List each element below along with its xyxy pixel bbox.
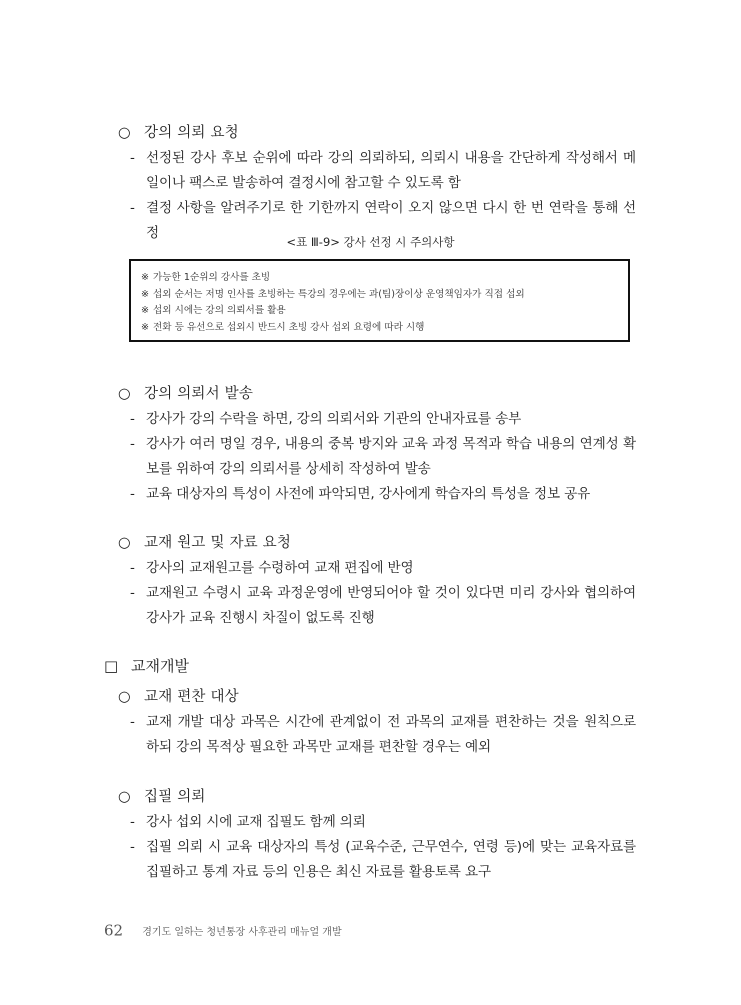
dash-bullet: - xyxy=(130,839,135,855)
page-footer xyxy=(104,920,342,942)
item-text: 교육 대상자의 특성이 사전에 파악되면, 강사에게 학습자의 특성을 정보 공유 xyxy=(146,486,591,502)
page-number: 62 xyxy=(104,921,124,940)
note-text: 섭외 시에는 강의 의뢰서를 활용 xyxy=(153,305,286,316)
section-title: 강의 의뢰 요청 xyxy=(144,125,239,141)
item-text: 결정 사항을 알려주기로 한 기한까지 연락이 오지 않으면 다시 한 번 연락을 통해 선정 xyxy=(146,200,636,241)
dash-bullet: - xyxy=(130,814,135,830)
circle-bullet-icon: ○ xyxy=(118,125,131,141)
section-heading xyxy=(0,684,741,710)
item-text: 집필 의뢰 시 교육 대상자의 특성 (교육수준, 근무연수, 연령 등)에 맞는 교육자료를 집필하고 통계 자료 등의 인용은 최신 자료를 활용토록 요구 xyxy=(146,839,636,880)
list-item xyxy=(0,146,741,196)
dash-bullet: - xyxy=(130,200,135,216)
item-text: 강사가 강의 수락을 하면, 강의 의뢰서와 기관의 안내자료를 송부 xyxy=(146,411,522,427)
table-caption: <표 Ⅲ-9> 강사 선정 시 주의사항 xyxy=(286,235,455,249)
section-material-request xyxy=(0,530,741,631)
list-item xyxy=(0,556,741,581)
circle-bullet-icon: ○ xyxy=(118,535,131,551)
note-line xyxy=(141,320,618,337)
section-lecture-letter xyxy=(0,381,741,507)
section-heading xyxy=(0,784,741,810)
dash-bullet: - xyxy=(130,150,135,166)
item-text: 강사가 여러 명일 경우, 내용의 중복 방지와 교육 과정 목적과 학습 내용의 연계성 확보를 위하여 강의 의뢰서를 상세히 작성하여 발송 xyxy=(146,436,636,477)
section-textbook-target xyxy=(0,684,741,760)
item-text: 강사 섭외 시에 교재 집필도 함께 의뢰 xyxy=(146,814,366,830)
note-text: 가능한 1순위의 강사를 초빙 xyxy=(153,272,271,283)
circle-bullet-icon: ○ xyxy=(118,789,131,805)
note-line xyxy=(141,303,618,320)
list-item xyxy=(0,407,741,432)
section-heading xyxy=(0,530,741,556)
circle-bullet-icon: ○ xyxy=(118,689,131,705)
list-item xyxy=(0,710,741,760)
item-text: 교재원고 수령시 교육 과정운영에 반영되어야 할 것이 있다면 미리 강사와 협의하여 강사가 교육 진행시 차질이 없도록 진행 xyxy=(146,585,636,626)
note-text: 섭외 순서는 저명 인사를 초빙하는 특강의 경우에는 과(팀)장이상 운영책임자가 직접 섭외 xyxy=(153,288,525,300)
dash-bullet: - xyxy=(130,436,135,452)
note-line xyxy=(141,287,618,304)
list-item xyxy=(0,810,741,835)
list-item xyxy=(0,835,741,885)
reference-mark-icon: ※ xyxy=(141,272,150,283)
reference-mark-icon: ※ xyxy=(141,305,150,316)
item-text: 선정된 강사 후보 순위에 따라 강의 의뢰하되, 의뢰시 내용을 간단하게 작성해서 메일이나 팩스로 발송하여 결정시에 참고할 수 있도록 함 xyxy=(146,150,636,191)
section-heading xyxy=(0,120,741,146)
square-bullet-icon: □ xyxy=(104,657,119,675)
section-title: 강의 의뢰서 발송 xyxy=(144,386,254,402)
dash-bullet: - xyxy=(130,714,135,730)
dash-bullet: - xyxy=(130,560,135,576)
section-title: 교재 원고 및 자료 요청 xyxy=(144,535,292,551)
note-text: 전화 등 유선으로 섭외시 반드시 초빙 강사 섭외 요령에 따라 시행 xyxy=(153,321,425,333)
section-title: 교재 편찬 대상 xyxy=(144,689,239,705)
dash-bullet: - xyxy=(130,585,135,601)
list-item xyxy=(0,581,741,631)
list-item xyxy=(0,482,741,507)
section-lecture-request xyxy=(0,120,741,246)
section-heading xyxy=(0,381,741,407)
item-text: 강사의 교재원고를 수령하여 교재 편집에 반영 xyxy=(146,560,414,576)
reference-mark-icon: ※ xyxy=(141,288,150,300)
circle-bullet-icon: ○ xyxy=(118,386,131,402)
chapter-title: 교재개발 xyxy=(131,657,189,675)
reference-mark-icon: ※ xyxy=(141,321,150,333)
section-title: 집필 의뢰 xyxy=(144,789,206,805)
section-writing-request xyxy=(0,784,741,885)
item-text: 교재 개발 대상 과목은 시간에 관계없이 전 과목의 교재를 편찬하는 것을 원칙으로 하되 강의 목적상 필요한 과목만 교재를 편찬할 경우는 예외 xyxy=(146,714,636,755)
dash-bullet: - xyxy=(130,486,135,502)
footer-title: 경기도 일하는 청년통장 사후관리 매뉴얼 개발 xyxy=(142,927,342,938)
chapter-heading xyxy=(0,653,741,679)
list-item xyxy=(0,432,741,482)
note-line xyxy=(141,270,618,287)
dash-bullet: - xyxy=(130,411,135,427)
note-box xyxy=(129,259,630,342)
